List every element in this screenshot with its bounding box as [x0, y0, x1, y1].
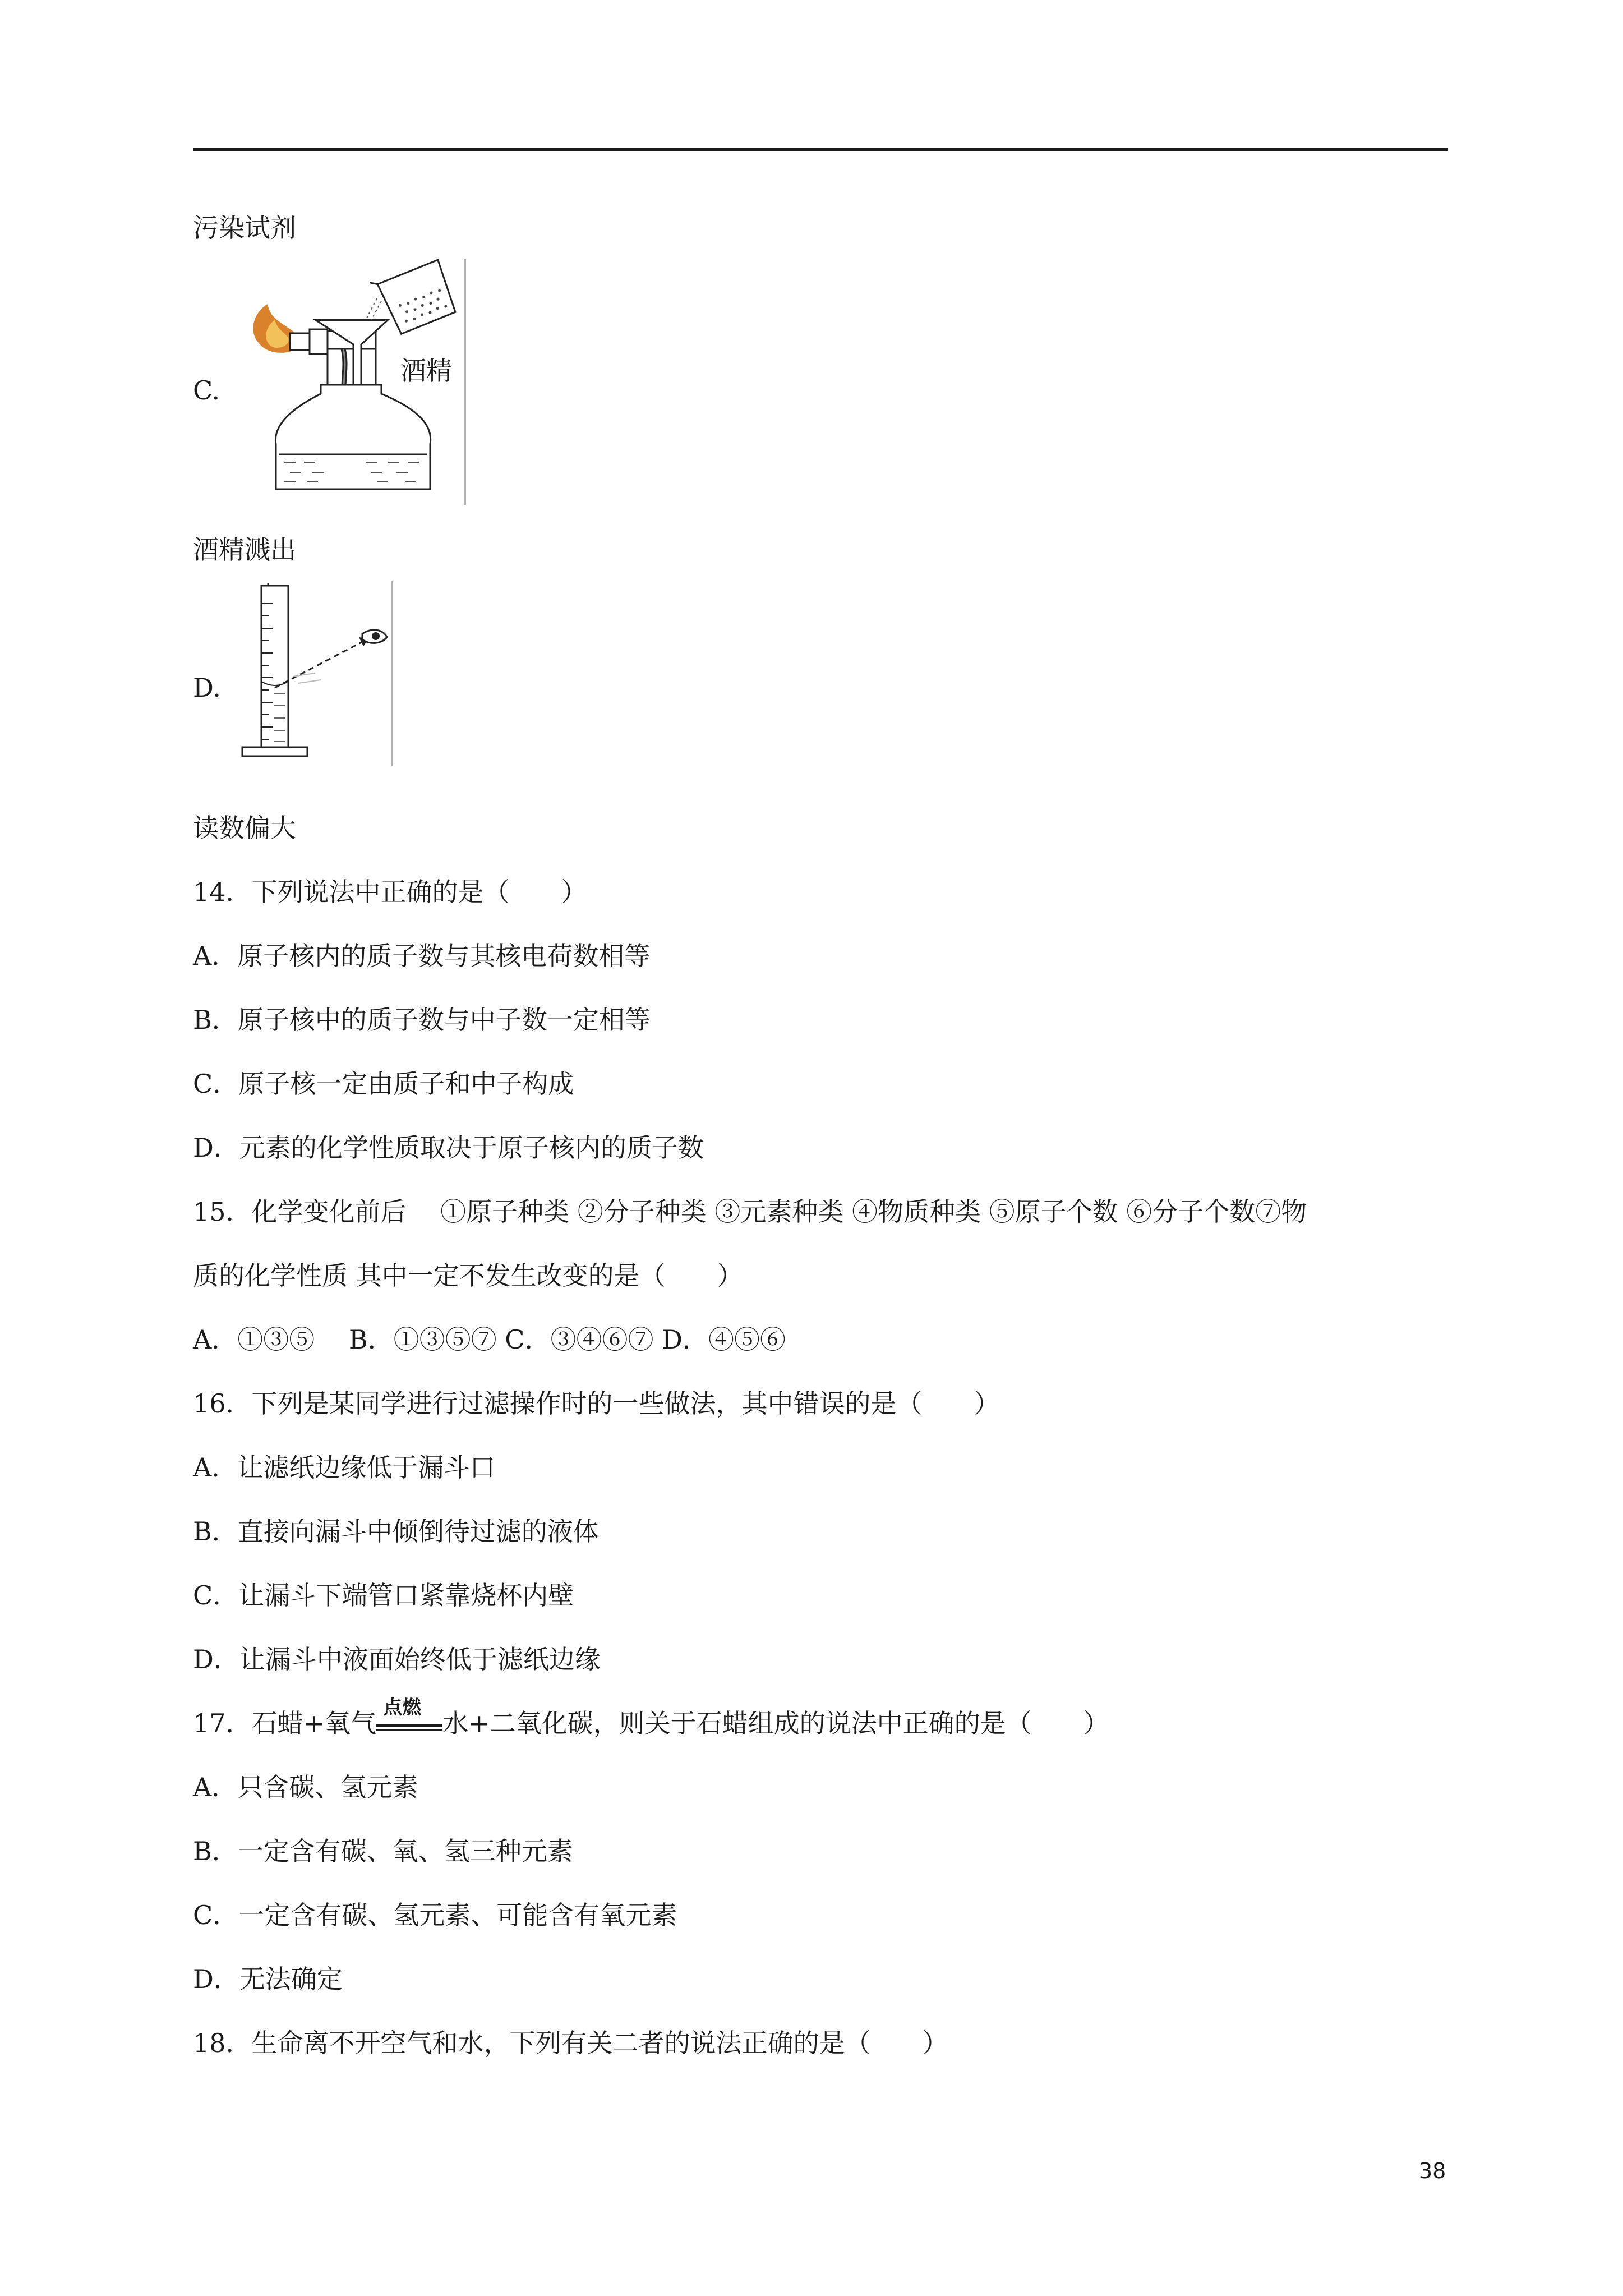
- option-17c: C．一定含有碳、氢元素、可能含有氧元素: [193, 1900, 677, 1930]
- text-line: 读数偏大: [193, 813, 296, 843]
- question-18: 18．生命离不开空气和水，下列有关二者的说法正确的是（ ）: [193, 2028, 948, 2058]
- question-17-post: 水+二氧化碳，则关于石蜡组成的说法中正确的是（ ）: [442, 1708, 1109, 1738]
- header-rule: [193, 148, 1448, 151]
- graduated-cylinder-icon: [237, 581, 393, 766]
- question-15-line2: 质的化学性质 其中一定不发生改变的是（ ）: [193, 1260, 743, 1291]
- reaction-condition-text: 点燃: [383, 1696, 422, 1719]
- reaction-condition: [376, 1696, 442, 1740]
- page-number: 38: [1419, 2159, 1446, 2183]
- option-14a: A．原子核内的质子数与其核电荷数相等: [193, 941, 651, 971]
- option-label: D.: [193, 673, 221, 703]
- question-17-pre: 17．石蜡+氧气: [193, 1708, 377, 1738]
- question-16: 16．下列是某同学进行过滤操作时的一些做法，其中错误的是（ ）: [193, 1388, 1000, 1419]
- text-line: 酒精溅出: [193, 535, 296, 565]
- figure-label: 酒精: [400, 356, 452, 386]
- alcohol-lamp-funnel-icon: [237, 259, 466, 505]
- option-17b: B．一定含有碳、氧、氢三种元素: [193, 1836, 573, 1866]
- option-16d: D．让漏斗中液面始终低于滤纸边缘: [193, 1644, 601, 1674]
- option-14b: B．原子核中的质子数与中子数一定相等: [193, 1005, 651, 1035]
- option-label: C.: [193, 375, 220, 406]
- option-17a: A．只含碳、氢元素: [193, 1772, 418, 1802]
- option-17d: D．无法确定: [193, 1964, 343, 1994]
- option-14d: D．元素的化学性质取决于原子核内的质子数: [193, 1133, 704, 1163]
- option-16c: C．让漏斗下端管口紧靠烧杯内壁: [193, 1580, 574, 1611]
- question-14: 14．下列说法中正确的是（ ）: [193, 877, 587, 907]
- option-16a: A．让滤纸边缘低于漏斗口: [193, 1452, 496, 1483]
- question-17: [193, 1696, 1109, 1740]
- question-15-line1: 15．化学变化前后 ①原子种类 ②分子种类 ③元素种类 ④物质种类 ⑤原子个数 ⑥分子个数⑦物: [193, 1197, 1307, 1227]
- options-15: A．①③⑤ B．①③⑤⑦ C．③④⑥⑦ D．④⑤⑥: [193, 1324, 786, 1355]
- option-14c: C．原子核一定由质子和中子构成: [193, 1069, 574, 1099]
- text-line: 污染试剂: [193, 213, 296, 243]
- option-16b: B．直接向漏斗中倾倒待过滤的液体: [193, 1516, 599, 1547]
